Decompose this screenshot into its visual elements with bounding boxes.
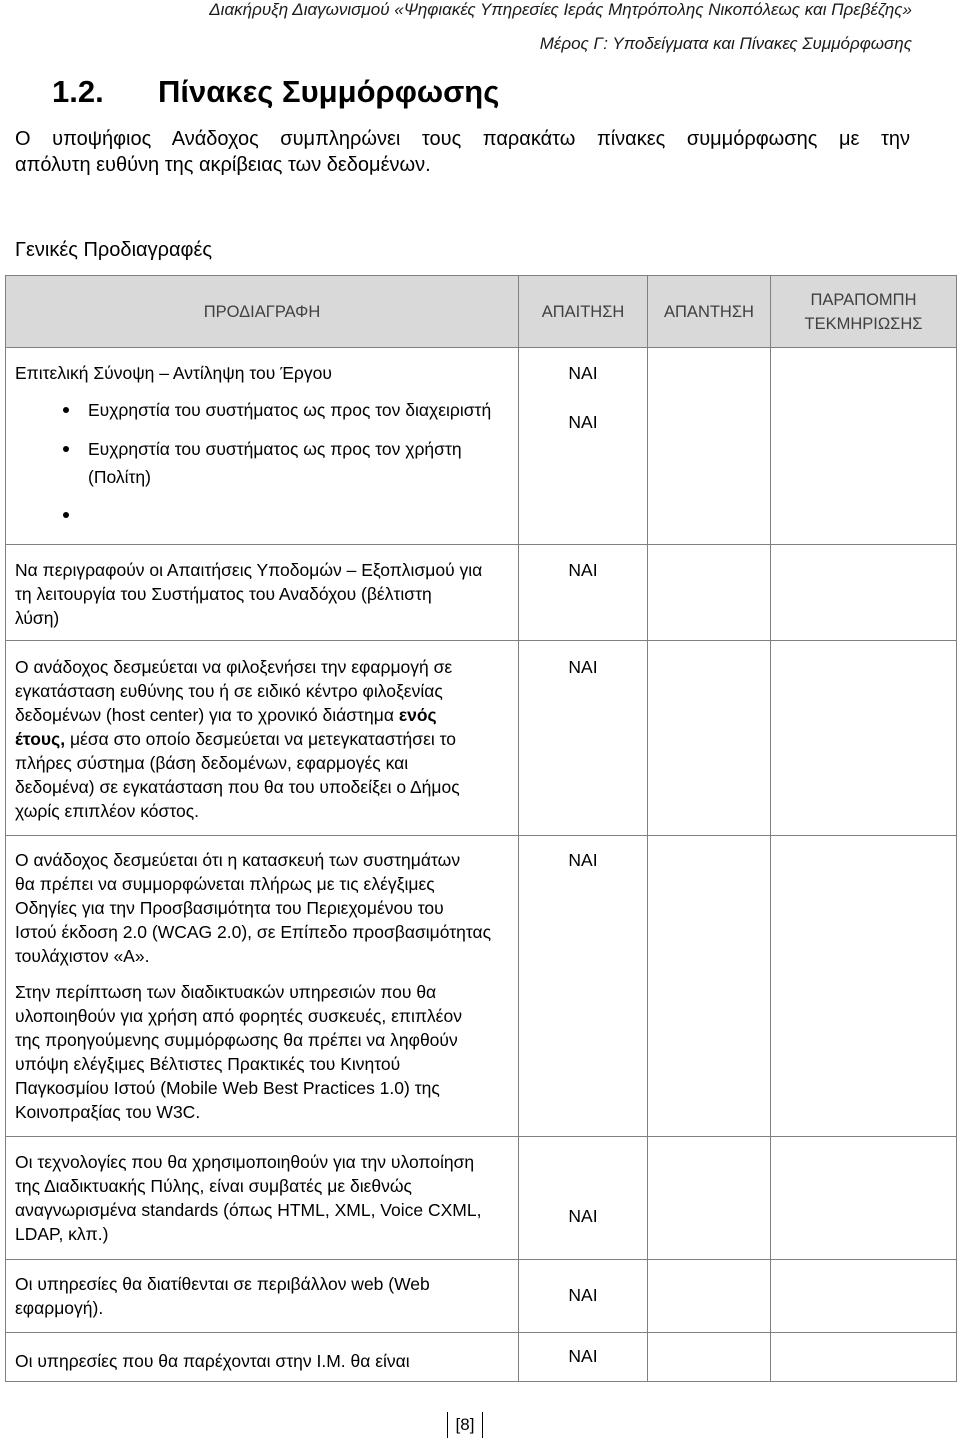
paragraph xyxy=(15,558,482,630)
text-line: υπόψη ελέγξιμες Βέλτιστες Πρακτικές του Κινητού xyxy=(15,1054,401,1074)
table-row xyxy=(6,641,956,836)
specification-cell xyxy=(15,1150,481,1246)
table-caption: Γενικές Προδιαγραφές xyxy=(15,239,213,261)
paragraph xyxy=(15,655,460,823)
section-title: Πίνακες Συμμόρφωσης xyxy=(158,74,500,109)
requirement-cell: ΝΑΙ xyxy=(568,657,598,677)
document-title: Διακήρυξη Διαγωνισμού «Ψηφιακές Υπηρεσίες Ιεράς Μητρόπολης Νικοπόλεως και Πρεβέζης» xyxy=(209,0,912,19)
text-line: υλοποιηθούν για χρήση από φορητές συσκευές, επιπλέον xyxy=(15,1006,462,1026)
text-line: θα πρέπει να συμμορφώνεται πλήρως με τις ελέγξιμες xyxy=(15,874,435,894)
emphasis-text: έτους, xyxy=(15,729,66,749)
text-line: Ευχρηστία του συστήματος ως προς τον χρήστη xyxy=(88,439,462,459)
column-divider xyxy=(518,276,519,1381)
emphasis-text: ενός xyxy=(398,705,437,725)
text-line: εγκατάσταση ευθύνης του ή σε ειδικό κέντρο φιλοξενίας xyxy=(15,681,443,701)
text-line: τη λειτουργία του Συστήματος του Αναδόχου (βέλτιστη xyxy=(15,584,432,604)
table-row xyxy=(6,545,956,641)
bullet-icon xyxy=(63,407,69,413)
table-row xyxy=(6,387,956,545)
column-header-requirement: ΑΠΑΙΤΗΣΗ xyxy=(541,302,625,321)
compliance-table xyxy=(5,275,957,1382)
text-segment: μέσα στο οποίο δεσμεύεται να μετεγκαταστήσει το xyxy=(69,729,457,749)
column-divider xyxy=(770,276,771,1381)
text-line: Να περιγραφούν οι Απαιτήσεις Υποδομών – Εξοπλισμού για xyxy=(15,560,483,580)
requirement-cell: ΝΑΙ xyxy=(568,363,598,383)
bullet-icon xyxy=(63,446,69,452)
text-line: Επιτελική Σύνοψη – Αντίληψη του Έργου xyxy=(15,363,332,383)
text-line: Ο ανάδοχος δεσμεύεται ότι η κατασκευή των συστημάτων xyxy=(15,850,461,870)
specification-cell xyxy=(15,1272,430,1320)
text-line: (Πολίτη) xyxy=(88,467,151,487)
text-line: Ιστού έκδοση 2.0 (WCAG 2.0), σε Επίπεδο προσβασιμότητας xyxy=(15,922,492,942)
list-item xyxy=(88,396,491,424)
table-row xyxy=(6,836,956,1137)
requirement-cell: ΝΑΙ xyxy=(568,560,598,580)
requirement-cell: ΝΑΙ xyxy=(568,1346,598,1366)
document-part: Μέρος Γ: Υποδείγματα και Πίνακες Συμμόρφωσης xyxy=(539,34,912,53)
text-line: Οι τεχνολογίες που θα χρησιμοποιηθούν για την υλοποίηση xyxy=(15,1152,475,1172)
column-header-reference: ΠΑΡΑΠΟΜΠΗ ΤΕΚΜΗΡΙΩΣΗΣ xyxy=(804,290,923,333)
text-line: LDAP, κλπ.) xyxy=(15,1224,109,1244)
table-row xyxy=(6,1137,956,1260)
text-line: λύση) xyxy=(15,608,60,628)
text-line: Ευχρηστία του συστήματος ως προς τον διαχειριστή xyxy=(88,400,492,420)
requirement-cell: ΝΑΙ xyxy=(568,412,598,432)
text-line xyxy=(15,703,460,727)
paragraph xyxy=(15,848,491,968)
paragraph xyxy=(15,980,491,1124)
text-line: Οδηγίες για την Προσβασιμότητα του Περιεχομένου του xyxy=(15,898,444,918)
text-line: τουλάχιστον «Α». xyxy=(15,946,150,966)
paragraph xyxy=(15,1272,430,1320)
text-line: Οι υπηρεσίες που θα παρέχονται στην Ι.Μ. θα είναι xyxy=(15,1351,410,1371)
column-header-specification: ΠΡΟΔΙΑΓΡΑΦΗ xyxy=(203,302,321,321)
text-line: εφαρμογή). xyxy=(15,1298,104,1318)
paragraph xyxy=(15,361,332,385)
text-line xyxy=(15,727,460,751)
table-row xyxy=(6,1260,956,1333)
requirement-cell: ΝΑΙ xyxy=(568,850,598,870)
text-line: πλήρες σύστημα (βάση δεδομένων, εφαρμογές και xyxy=(15,753,409,773)
requirement-cell: ΝΑΙ xyxy=(568,1285,598,1305)
intro-line: απόλυτη ευθύνη της ακρίβειας των δεδομένων. xyxy=(15,154,431,176)
text-line: της προηγούμενης συμμόρφωσης θα πρέπει να ληφθούν xyxy=(15,1030,458,1050)
table-row xyxy=(6,1333,956,1381)
text-line: χωρίς επιπλέον κόστος. xyxy=(15,801,200,821)
table-row xyxy=(6,348,956,387)
text-line: αναγνωρισμένα standards (όπως HTML, XML, Voice CXML, xyxy=(15,1200,482,1220)
text-line: της Διαδικτυακής Πύλης, είναι συμβατές με διεθνώς xyxy=(15,1176,412,1196)
text-line: Στην περίπτωση των διαδικτυακών υπηρεσιών που θα xyxy=(15,982,437,1002)
text-line: Κοινοπραξίας του W3C. xyxy=(15,1102,201,1122)
column-divider xyxy=(647,276,648,1381)
bullet-icon xyxy=(63,512,69,518)
text-line: Οι υπηρεσίες θα διατίθενται σε περιβάλλον web (Web xyxy=(15,1274,430,1294)
paragraph xyxy=(15,1150,481,1246)
specification-cell xyxy=(15,655,460,823)
text-segment: δεδομένων (host center) για το χρονικό διάστημα xyxy=(15,705,394,725)
list-item xyxy=(88,435,462,491)
column-header-response: ΑΠΑΝΤΗΣΗ xyxy=(664,302,754,321)
specification-cell xyxy=(15,558,482,630)
text-line: Ο ανάδοχος δεσμεύεται να φιλοξενήσει την εφαρμογή σε xyxy=(15,657,453,677)
table-header-row xyxy=(6,276,956,348)
text-line: δεδομένα) σε εγκατάσταση που θα του υποδείξει ο Δήμος xyxy=(15,777,460,797)
text-line: Παγκοσμίου Ιστού (Mobile Web Best Practices 1.0) της xyxy=(15,1078,440,1098)
requirement-cell: ΝΑΙ xyxy=(568,1206,598,1226)
specification-cell xyxy=(15,1349,410,1373)
section-number: 1.2. xyxy=(52,74,104,109)
specification-cell xyxy=(15,848,491,1124)
paragraph xyxy=(15,1349,410,1373)
specification-cell xyxy=(15,361,332,385)
page-number: [8] xyxy=(447,1412,483,1438)
intro-line: Ο υποψήφιος Ανάδοχος συμπληρώνει τους παρακάτω πίνακες συμμόρφωσης με την xyxy=(15,128,910,150)
